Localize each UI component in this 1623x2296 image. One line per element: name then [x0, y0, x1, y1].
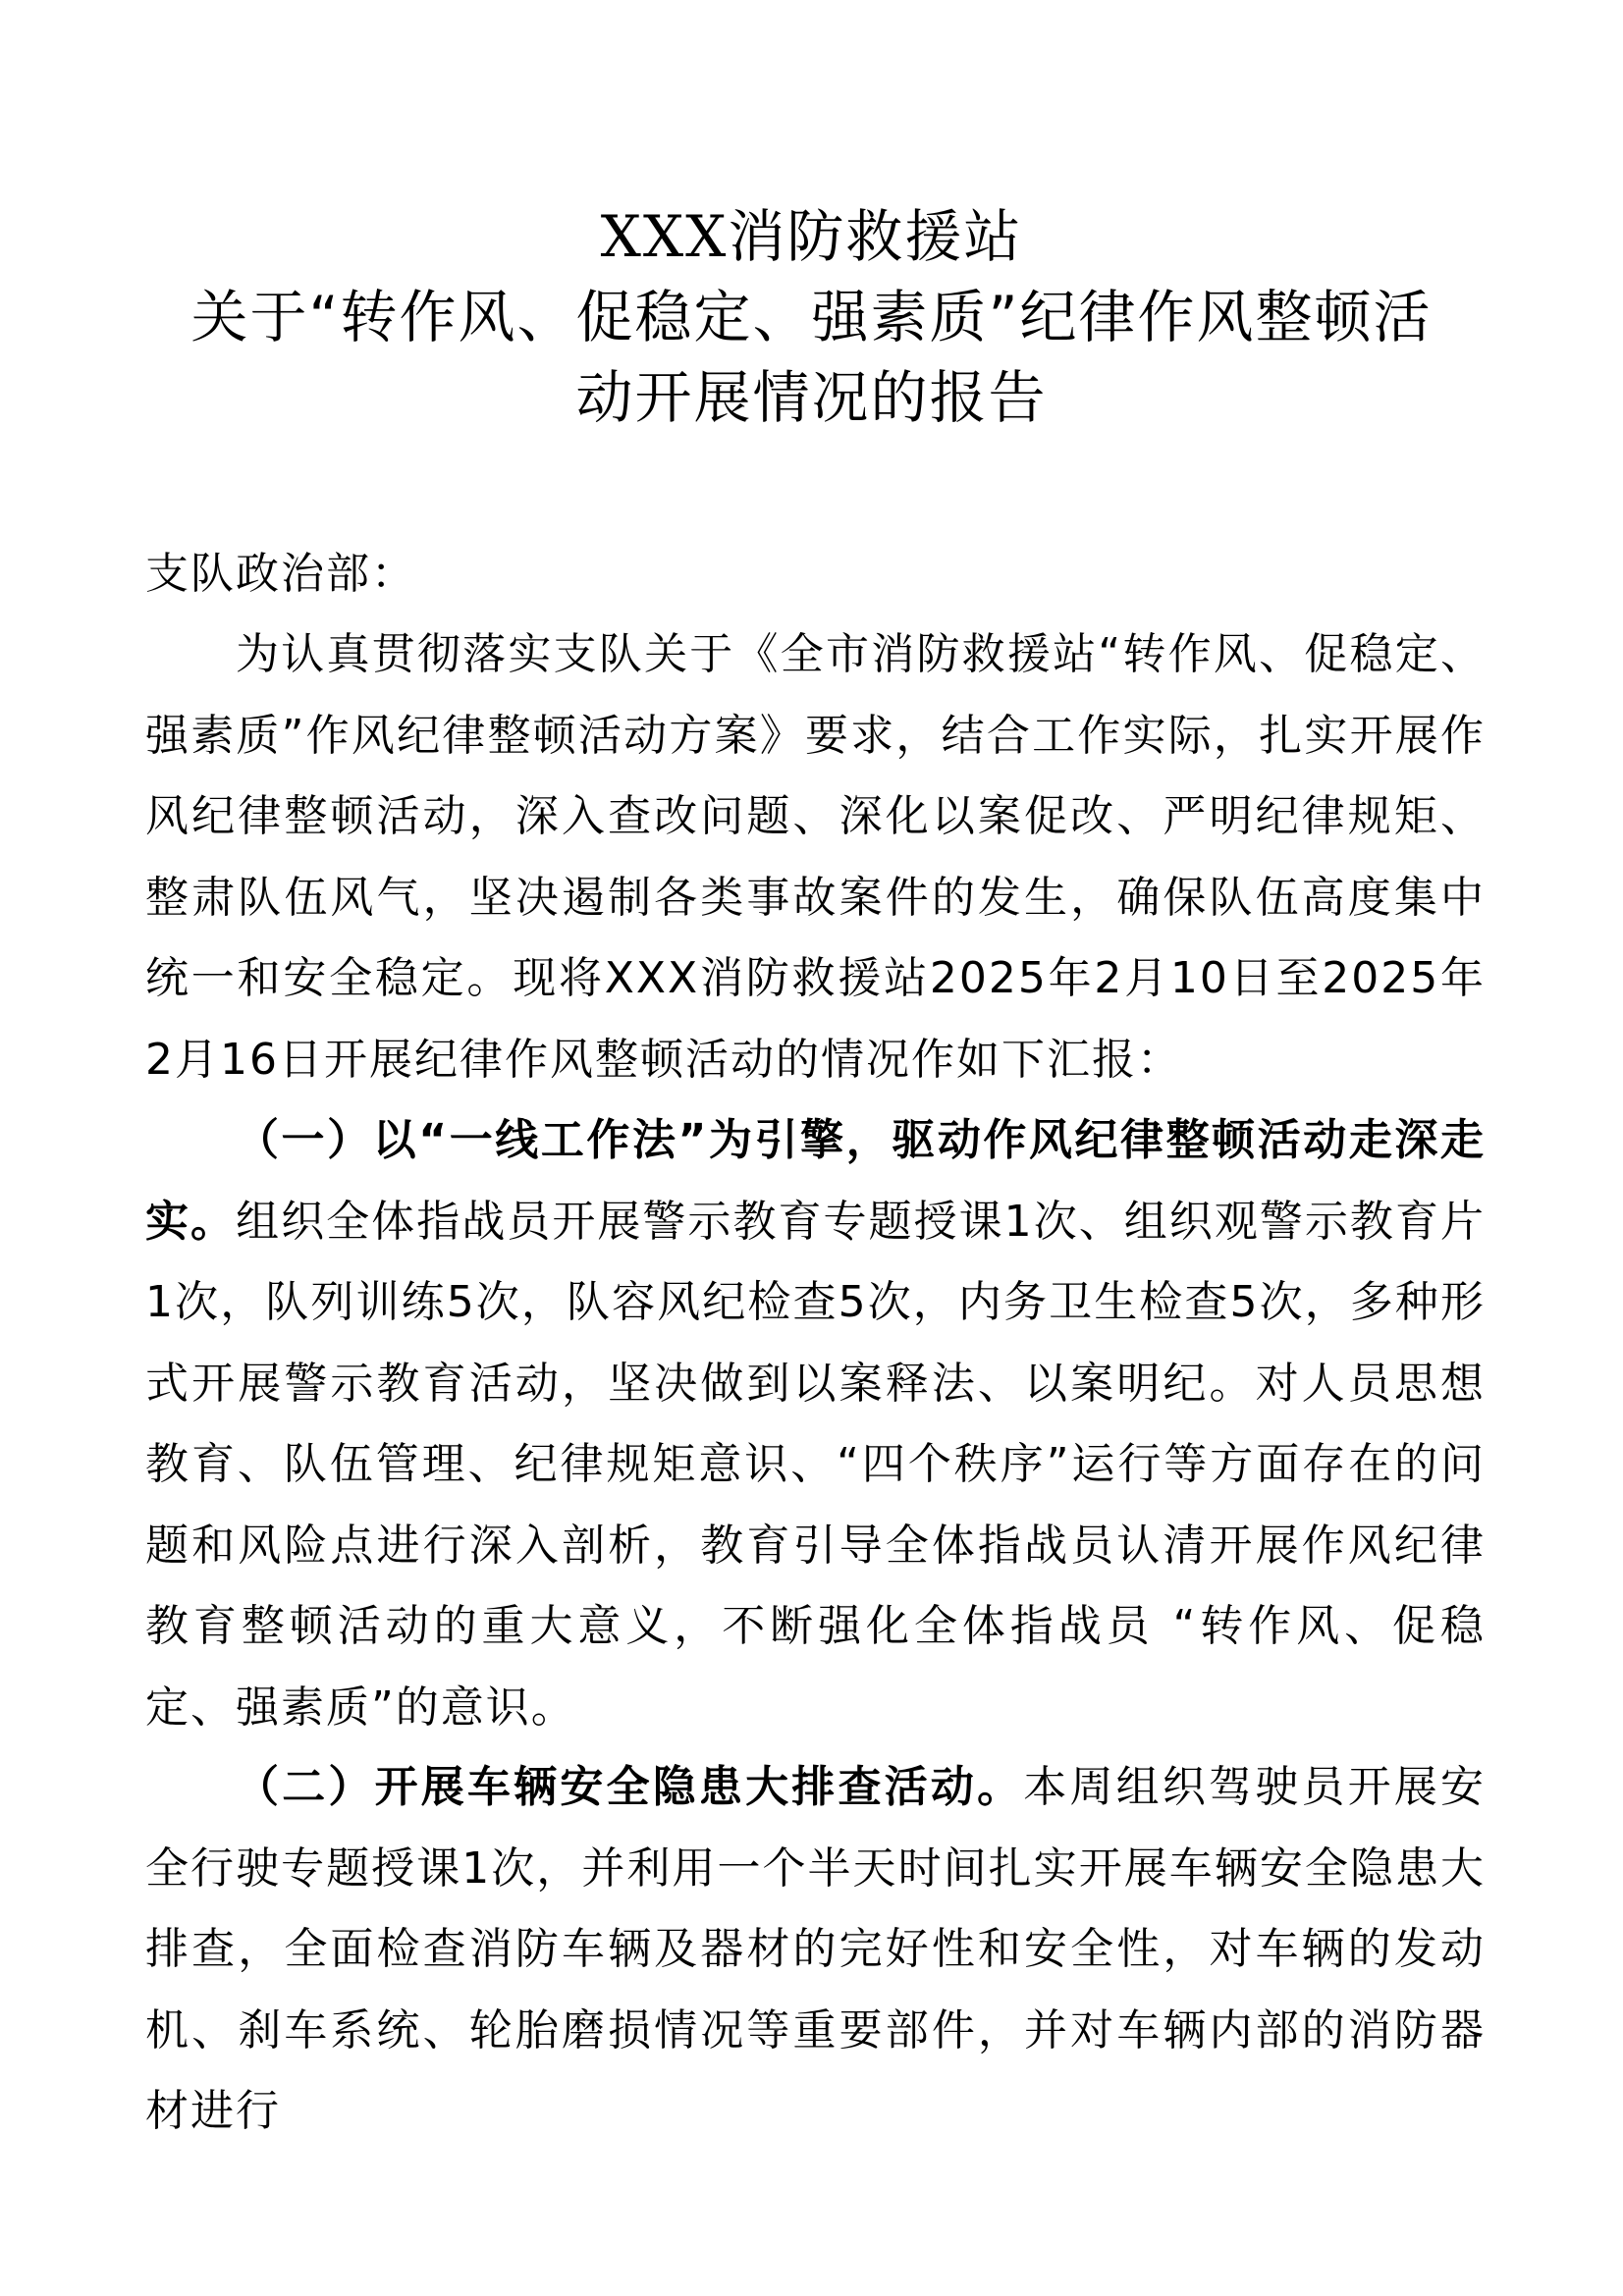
section-2-paragraph	[145, 1747, 1486, 2153]
intro-paragraph: 为认真贯彻落实支队关于《全市消防救援站“转作风、促稳定、强素质”作风纪律整顿活动方案》要求，结合工作实际，扎实开展作风纪律整顿活动，深入查改问题、深化以案促改、严明纪律规矩、整肃队伍风气，坚决遏制各类事故案件的发生，确保队伍高度集中统一和安全稳定。现将XXX消防救援站2025年2月10日至2025年2月16日开展纪律作风整顿活动的情况作如下汇报：	[145, 629, 1486, 1085]
section-1-paragraph	[145, 1100, 1486, 1748]
title-line-2: 关于“转作风、促稳定、强素质”纪律作风整顿活	[190, 284, 1433, 350]
title-line-1: XXX消防救援站	[600, 203, 1023, 270]
section-1-body: 组织全体指战员开展警示教育专题授课1次、组织观警示教育片1次，队列训练5次，队容风纪检查5次，内务卫生检查5次，多种形式开展警示教育活动，坚决做到以案释法、以案明纪。对人员思想教育、队伍管理、纪律规矩意识、“四个秩序”运行等方面存在的问题和风险点进行深入剖析，教育引导全体指战员认清开展作风纪律教育整顿活动的重大意义，不断强化全体指战员 “转作风、促稳定、强素质”的意识。	[145, 1196, 1487, 1733]
section-2-body: 本周组织驾驶员开展安全行驶专题授课1次，并利用一个半天时间扎实开展车辆安全隐患大排查，全面检查消防车辆及器材的完好性和安全性，对车辆的发动机、刹车系统、轮胎磨损情况等重要部件，并对车辆内部的消防器材进行	[145, 1762, 1487, 2136]
section-1-heading: （一）以“一线工作法”为引擎，驱动作风纪律整顿活动走深走实。	[145, 1115, 1486, 1247]
section-2-heading: （二）开展车辆安全隐患大排查活动。	[236, 1762, 1024, 1812]
title-line-3: 动开展情况的报告	[575, 364, 1048, 431]
document-title	[137, 196, 1486, 438]
addressee: 支队政治部：	[145, 549, 416, 599]
